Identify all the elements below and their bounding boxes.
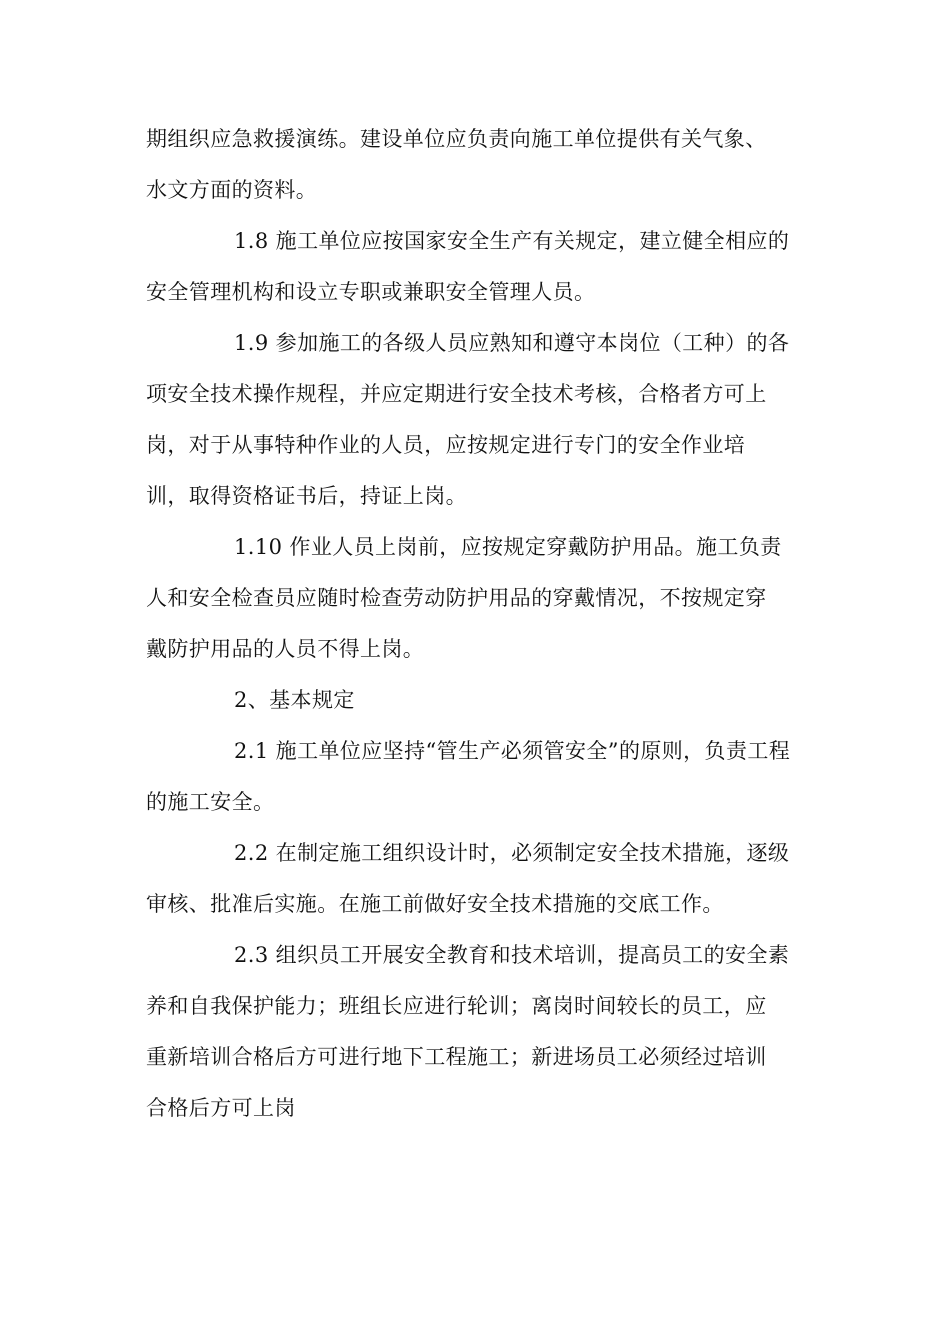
body-text-line: 重新培训合格后方可进行地下工程施工；新进场员工必须经过培训 bbox=[146, 1045, 767, 1069]
section-heading: 2、基本规定 bbox=[234, 688, 355, 712]
clause-2-3-line: 2.3 组织员工开展安全教育和技术培训，提高员工的安全素 bbox=[234, 943, 790, 967]
body-text-line: 安全管理机构和设立专职或兼职安全管理人员。 bbox=[146, 280, 596, 304]
body-text-line: 期组织应急救援演练。建设单位应负责向施工单位提供有关气象、 bbox=[146, 127, 767, 151]
clause-1-10-line: 1.10 作业人员上岗前，应按规定穿戴防护用品。施工负责 bbox=[234, 535, 782, 559]
clause-1-8-line: 1.8 施工单位应按国家安全生产有关规定，建立健全相应的 bbox=[234, 229, 790, 253]
body-text-line: 合格后方可上岗 bbox=[146, 1096, 296, 1120]
body-text-line: 养和自我保护能力；班组长应进行轮训；离岗时间较长的员工，应 bbox=[146, 994, 767, 1018]
body-text-line: 训，取得资格证书后，持证上岗。 bbox=[146, 484, 467, 508]
body-text-line: 人和安全检查员应随时检查劳动防护用品的穿戴情况，不按规定穿 bbox=[146, 586, 767, 610]
clause-1-9-line: 1.9 参加施工的各级人员应熟知和遵守本岗位（工种）的各 bbox=[234, 331, 790, 355]
body-text-line: 的施工安全。 bbox=[146, 790, 275, 814]
body-text-line: 水文方面的资料。 bbox=[146, 178, 318, 202]
body-text-line: 项安全技术操作规程，并应定期进行安全技术考核，合格者方可上 bbox=[146, 382, 767, 406]
document-body bbox=[146, 114, 806, 1134]
clause-2-1-line: 2.1 施工单位应坚持“管生产必须管安全”的原则，负责工程 bbox=[234, 739, 791, 763]
body-text-line: 审核、批准后实施。在施工前做好安全技术措施的交底工作。 bbox=[146, 892, 724, 916]
clause-2-2-line: 2.2 在制定施工组织设计时，必须制定安全技术措施，逐级 bbox=[234, 841, 790, 865]
body-text-line: 岗，对于从事特种作业的人员，应按规定进行专门的安全作业培 bbox=[146, 433, 746, 457]
body-text-line: 戴防护用品的人员不得上岗。 bbox=[146, 637, 425, 661]
